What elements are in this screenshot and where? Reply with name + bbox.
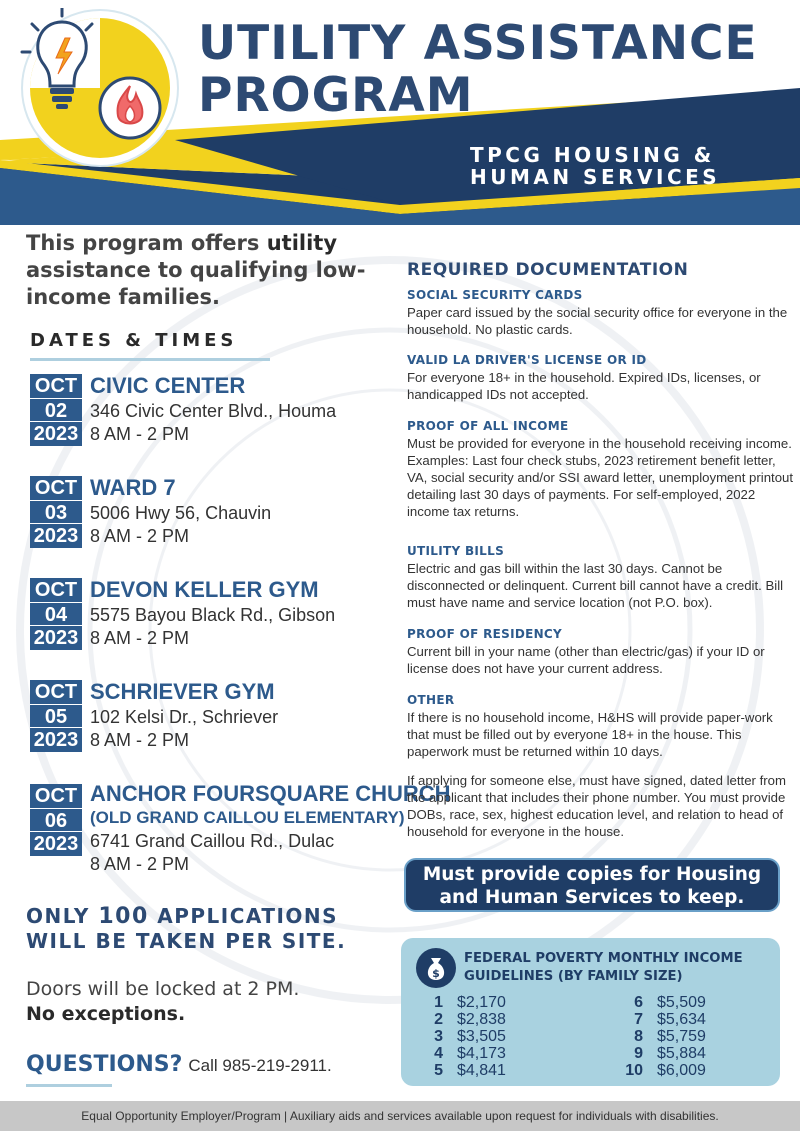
family-size: 10: [625, 1062, 643, 1079]
income-amount: $5,884: [657, 1045, 706, 1062]
requirement-item: [407, 543, 797, 611]
intro-text-rest: assistance to qualifying low-income families.: [26, 258, 366, 309]
heading-underline: [30, 358, 270, 361]
questions-underline: [26, 1084, 112, 1087]
date-year: 2023: [33, 833, 79, 855]
family-size: 6: [634, 994, 643, 1011]
phone-link[interactable]: Call 985-219-2911.: [188, 1056, 332, 1075]
requirement-text: Must be provided for everyone in the household receiving income. Examples: Last four check stubs, 2023 retirement benefit letter, VA, social security and/or SSI award letter, unemployment printout detailing last 30 days of payments. For self-employed, 2022 income tax returns.: [407, 436, 794, 519]
footer-disclaimer: Equal Opportunity Employer/Program | Auxiliary aids and services available upon request for individuals with disabilities.: [0, 1101, 800, 1131]
requirement-text: If applying for someone else, must have signed, dated letter from the applicant that includes their phone number. You must provide DOBs, race, sex, highest education level, and relation to head of household for everyone in the house.: [407, 773, 786, 839]
copies-line-2: and Human Services to keep.: [439, 887, 745, 908]
event-time: 8 AM - 2 PM: [90, 730, 190, 750]
event-address: 102 Kelsi Dr., Schriever: [90, 707, 279, 727]
income-amount: $5,634: [657, 1011, 706, 1028]
questions-label: QUESTIONS?: [26, 1052, 183, 1077]
lightbulb-flame-logo: [20, 8, 180, 168]
subtitle-line-2: HUMAN SERVICES: [470, 165, 721, 189]
doors-bold: No exceptions.: [26, 1003, 186, 1025]
doors-notice: [26, 977, 396, 1027]
apps-text-rest: APPLICATIONS WILL BE TAKEN PER SITE.: [26, 904, 347, 953]
event-location-subname: (OLD GRAND CAILLOU ELEMENTARY): [90, 808, 405, 827]
event-time: 8 AM - 2 PM: [90, 628, 190, 648]
family-size: 2: [434, 1011, 443, 1028]
family-size: 1: [434, 994, 443, 1011]
requirement-extra: [407, 772, 797, 840]
intro-text: This program offers: [26, 231, 267, 255]
event-address: 346 Civic Center Blvd., Houma: [90, 401, 337, 421]
poverty-guidelines-panel: [401, 938, 780, 1086]
requirement-heading: PROOF OF RESIDENCY: [407, 627, 563, 641]
date-year: 2023: [33, 627, 79, 649]
requirement-heading: PROOF OF ALL INCOME: [407, 419, 569, 433]
event-time: 8 AM - 2 PM: [90, 854, 190, 874]
date-badge: [30, 476, 82, 548]
date-month: OCT: [34, 579, 78, 601]
date-year: 2023: [33, 423, 79, 445]
income-amount: $4,841: [457, 1062, 506, 1079]
date-day: 03: [30, 500, 82, 524]
date-day: 02: [30, 398, 82, 422]
family-size: 3: [434, 1028, 443, 1045]
requirement-item: [407, 287, 797, 338]
department-subtitle: [470, 144, 788, 188]
income-amount: $6,009: [657, 1062, 706, 1079]
date-badge: [30, 374, 82, 446]
application-limit-notice: [26, 904, 396, 954]
required-documentation-title: REQUIRED DOCUMENTATION: [407, 260, 689, 280]
requirement-item: [407, 352, 797, 403]
event-location-name: WARD 7: [90, 475, 176, 500]
dates-times-heading: DATES & TIMES: [30, 330, 238, 351]
income-amount: $4,173: [457, 1045, 506, 1062]
date-day: 05: [30, 704, 82, 728]
questions-contact: [26, 1052, 332, 1077]
event-address: 5575 Bayou Black Rd., Gibson: [90, 605, 336, 625]
program-title: [198, 18, 798, 122]
family-size: 8: [634, 1028, 643, 1045]
requirement-item: [407, 626, 797, 677]
event-location-name: CIVIC CENTER: [90, 373, 246, 398]
copies-line-1: Must provide copies for Housing: [422, 864, 762, 885]
requirement-text: Paper card issued by the social security office for everyone in the household. No plastic cards.: [407, 305, 788, 337]
requirement-heading: VALID LA DRIVER'S LICENSE OR ID: [407, 353, 647, 367]
svg-text:$: $: [432, 967, 440, 980]
title-line-2: PROGRAM: [198, 68, 474, 123]
event-address: 5006 Hwy 56, Chauvin: [90, 503, 272, 523]
date-badge: [30, 578, 82, 650]
date-badge: [30, 680, 82, 752]
requirement-item: [407, 418, 797, 520]
income-amount: $5,759: [657, 1028, 706, 1045]
income-amount: $2,838: [457, 1011, 506, 1028]
event-time: 8 AM - 2 PM: [90, 526, 190, 546]
requirement-text: Current bill in your name (other than electric/gas) if your ID or license does not have your current address.: [407, 644, 765, 676]
date-year: 2023: [33, 729, 79, 751]
date-month: OCT: [34, 477, 78, 499]
program-intro: [26, 230, 386, 311]
date-month: OCT: [34, 785, 78, 807]
family-size: 7: [634, 1011, 643, 1028]
event-location-name: DEVON KELLER GYM: [90, 577, 319, 602]
date-month: OCT: [34, 375, 78, 397]
date-year: 2023: [33, 525, 79, 547]
requirement-heading: UTILITY BILLS: [407, 544, 505, 558]
apps-count: 100: [98, 904, 149, 929]
requirement-heading: SOCIAL SECURITY CARDS: [407, 288, 583, 302]
event-location-name: ANCHOR FOURSQUARE CHURCH: [90, 781, 451, 806]
date-month: OCT: [34, 681, 78, 703]
subtitle-line-1: TPCG HOUSING &: [470, 143, 715, 167]
apps-text: ONLY: [26, 904, 99, 928]
event-address: 6741 Grand Caillou Rd., Dulac: [90, 831, 335, 851]
requirement-text: If there is no household income, H&HS will provide paper-work that must be filled out by everyone 18+ in the house. This paperwork must be returned within 10 days.: [407, 710, 773, 759]
requirement-text: Electric and gas bill within the last 30 days. Cannot be disconnected or delinquent. Current bill cannot have a credit. Bill must have name and service location (not P.O. box).: [407, 561, 784, 610]
family-size: 9: [634, 1045, 643, 1062]
event-time: 8 AM - 2 PM: [90, 424, 190, 444]
requirement-heading: OTHER: [407, 693, 455, 707]
poverty-guidelines-title: FEDERAL POVERTY MONTHLY INCOME GUIDELINES (BY FAMILY SIZE): [464, 951, 743, 984]
date-badge: [30, 784, 82, 856]
date-day: 04: [30, 602, 82, 626]
family-size: 5: [434, 1062, 443, 1079]
money-bag-icon: [416, 948, 456, 988]
family-size: 4: [434, 1045, 443, 1062]
income-amount: $2,170: [457, 994, 506, 1011]
copies-notice-banner: [404, 858, 780, 912]
income-amount: $5,509: [657, 994, 706, 1011]
event-location-name: SCHRIEVER GYM: [90, 679, 275, 704]
requirement-text: For everyone 18+ in the household. Expired IDs, licenses, or handicapped IDs not accepted.: [407, 370, 761, 402]
doors-text: Doors will be locked at 2 PM.: [26, 978, 300, 1000]
income-amount: $3,505: [457, 1028, 506, 1045]
date-day: 06: [30, 808, 82, 832]
title-line-1: UTILITY ASSISTANCE: [198, 16, 758, 71]
requirement-item: [407, 692, 797, 760]
intro-bold: utility: [266, 231, 338, 255]
